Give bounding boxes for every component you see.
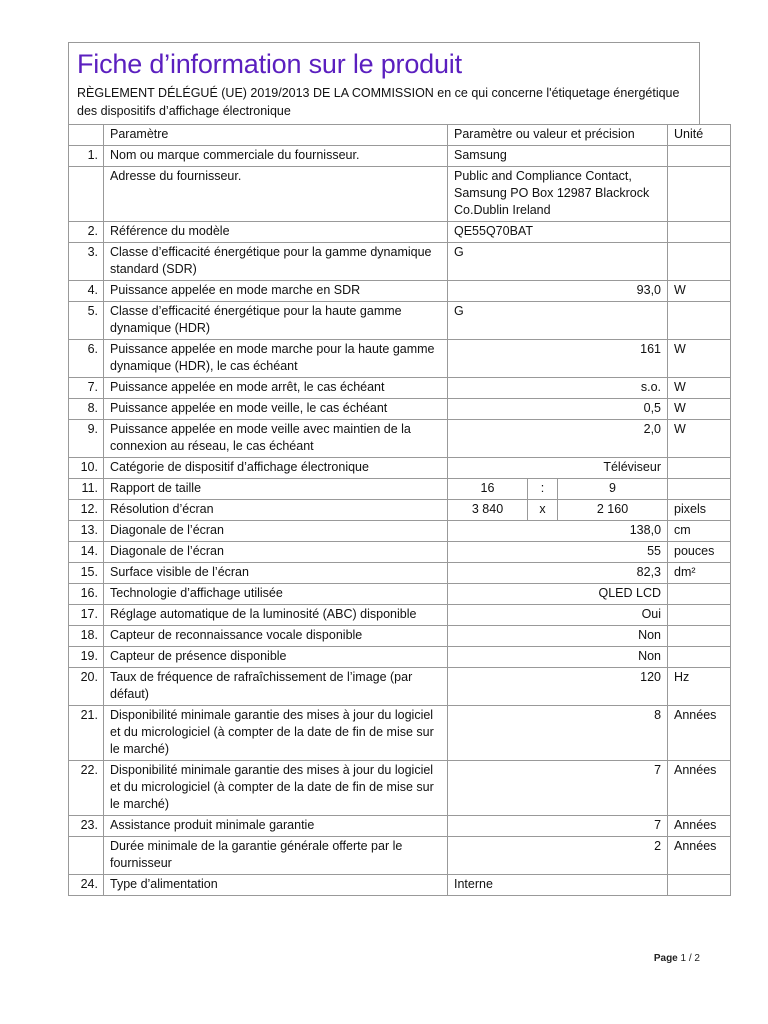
row-unit: Années bbox=[668, 706, 731, 761]
row-parameter: Adresse du fournisseur. bbox=[104, 167, 448, 222]
row-number: 5. bbox=[69, 302, 104, 340]
row-unit: W bbox=[668, 378, 731, 399]
row-number bbox=[69, 837, 104, 875]
parameters-table bbox=[68, 124, 731, 896]
row-number: 18. bbox=[69, 626, 104, 647]
row-parameter: Assistance produit minimale garantie bbox=[104, 816, 448, 837]
row-number: 14. bbox=[69, 542, 104, 563]
table-row bbox=[69, 420, 731, 458]
document-subtitle: RÈGLEMENT DÉLÉGUÉ (UE) 2019/2013 DE LA COMMISSION en ce qui concerne l'étiquetage énergétique des dispositifs d’affichage électronique bbox=[77, 86, 680, 118]
page-label: Page bbox=[653, 953, 678, 964]
row-number: 4. bbox=[69, 281, 104, 302]
row-value: 7 bbox=[448, 816, 668, 837]
row-unit bbox=[668, 584, 731, 605]
header-num-cell bbox=[69, 125, 104, 146]
row-parameter: Diagonale de l’écran bbox=[104, 542, 448, 563]
row-number: 21. bbox=[69, 706, 104, 761]
table-row bbox=[69, 761, 731, 816]
row-unit bbox=[668, 302, 731, 340]
row-parameter: Classe d’efficacité énergétique pour la haute gamme dynamique (HDR) bbox=[104, 302, 448, 340]
row-parameter: Surface visible de l’écran bbox=[104, 563, 448, 584]
row-value: Interne bbox=[448, 875, 668, 896]
ratio-width: 16 bbox=[448, 479, 528, 500]
row-parameter: Puissance appelée en mode veille avec maintien de la connexion au réseau, le cas échéant bbox=[104, 420, 448, 458]
header-param: Paramètre bbox=[104, 125, 448, 146]
table-row bbox=[69, 302, 731, 340]
row-unit bbox=[668, 458, 731, 479]
row-unit bbox=[668, 479, 731, 500]
table-row bbox=[69, 521, 731, 542]
table-row bbox=[69, 875, 731, 896]
row-value: Non bbox=[448, 626, 668, 647]
table-body-b bbox=[69, 521, 731, 896]
table-row bbox=[69, 458, 731, 479]
row-unit: cm bbox=[668, 521, 731, 542]
ratio-separator: : bbox=[528, 479, 558, 500]
row-value: Public and Compliance Contact, Samsung PO Box 12987 Blackrock Co.Dublin Ireland bbox=[448, 167, 668, 222]
page-number: 1 / 2 bbox=[680, 953, 700, 964]
row-value: 0,5 bbox=[448, 399, 668, 420]
row-value: QE55Q70BAT bbox=[448, 222, 668, 243]
resolution-width: 3 840 bbox=[448, 500, 528, 521]
row-number: 8. bbox=[69, 399, 104, 420]
row-parameter: Puissance appelée en mode marche en SDR bbox=[104, 281, 448, 302]
row-number: 12. bbox=[69, 500, 104, 521]
row-number: 22. bbox=[69, 761, 104, 816]
row-unit bbox=[668, 626, 731, 647]
row-parameter: Capteur de reconnaissance vocale disponible bbox=[104, 626, 448, 647]
row-number: 6. bbox=[69, 340, 104, 378]
row-number: 24. bbox=[69, 875, 104, 896]
table-row bbox=[69, 647, 731, 668]
row-unit: Années bbox=[668, 816, 731, 837]
page-footer bbox=[654, 953, 700, 964]
row-number: 7. bbox=[69, 378, 104, 399]
table-row bbox=[69, 563, 731, 584]
row-parameter: Capteur de présence disponible bbox=[104, 647, 448, 668]
product-info-sheet bbox=[68, 42, 717, 896]
header-value: Paramètre ou valeur et précision bbox=[448, 125, 668, 146]
row-number: 10. bbox=[69, 458, 104, 479]
table-row bbox=[69, 668, 731, 706]
row-unit: Années bbox=[668, 761, 731, 816]
row-parameter: Nom ou marque commerciale du fournisseur. bbox=[104, 146, 448, 167]
table-row-ratio bbox=[69, 479, 731, 500]
row-parameter: Durée minimale de la garantie générale offerte par le fournisseur bbox=[104, 837, 448, 875]
table-body-a bbox=[69, 146, 731, 479]
table-row bbox=[69, 340, 731, 378]
document-header bbox=[68, 42, 700, 124]
table-row bbox=[69, 167, 731, 222]
row-number: 15. bbox=[69, 563, 104, 584]
resolution-separator: x bbox=[528, 500, 558, 521]
table-row bbox=[69, 542, 731, 563]
table-row bbox=[69, 281, 731, 302]
row-parameter: Puissance appelée en mode marche pour la haute gamme dynamique (HDR), le cas échéant bbox=[104, 340, 448, 378]
table-row bbox=[69, 243, 731, 281]
table-row bbox=[69, 605, 731, 626]
row-value: 7 bbox=[448, 761, 668, 816]
row-value: 2 bbox=[448, 837, 668, 875]
row-unit: W bbox=[668, 399, 731, 420]
table-row bbox=[69, 837, 731, 875]
table-row bbox=[69, 399, 731, 420]
table-row bbox=[69, 706, 731, 761]
row-number: 20. bbox=[69, 668, 104, 706]
row-number: 9. bbox=[69, 420, 104, 458]
row-value: G bbox=[448, 302, 668, 340]
row-parameter: Classe d’efficacité énergétique pour la gamme dynamique standard (SDR) bbox=[104, 243, 448, 281]
row-unit: W bbox=[668, 281, 731, 302]
row-unit: pouces bbox=[668, 542, 731, 563]
table-row-resolution bbox=[69, 500, 731, 521]
row-value: 93,0 bbox=[448, 281, 668, 302]
row-parameter: Référence du modèle bbox=[104, 222, 448, 243]
row-value: 8 bbox=[448, 706, 668, 761]
row-parameter: Diagonale de l’écran bbox=[104, 521, 448, 542]
row-value: 138,0 bbox=[448, 521, 668, 542]
row-unit bbox=[668, 167, 731, 222]
row-parameter: Technologie d’affichage utilisée bbox=[104, 584, 448, 605]
header-unit: Unité bbox=[668, 125, 731, 146]
row-unit: W bbox=[668, 340, 731, 378]
row-value: 82,3 bbox=[448, 563, 668, 584]
row-number: 13. bbox=[69, 521, 104, 542]
row-value: 2,0 bbox=[448, 420, 668, 458]
table-row bbox=[69, 816, 731, 837]
row-unit bbox=[668, 222, 731, 243]
row-parameter: Type d’alimentation bbox=[104, 875, 448, 896]
row-number: 3. bbox=[69, 243, 104, 281]
row-value: QLED LCD bbox=[448, 584, 668, 605]
row-parameter: Puissance appelée en mode arrêt, le cas échéant bbox=[104, 378, 448, 399]
row-number bbox=[69, 167, 104, 222]
row-value: 120 bbox=[448, 668, 668, 706]
resolution-height: 2 160 bbox=[558, 500, 668, 521]
row-value: Oui bbox=[448, 605, 668, 626]
row-value: Non bbox=[448, 647, 668, 668]
document-title: Fiche d’information sur le produit bbox=[77, 49, 462, 79]
row-number: 16. bbox=[69, 584, 104, 605]
table-header-row bbox=[69, 125, 731, 146]
row-value: s.o. bbox=[448, 378, 668, 399]
table-row bbox=[69, 222, 731, 243]
table-row bbox=[69, 146, 731, 167]
row-value: Samsung bbox=[448, 146, 668, 167]
row-unit bbox=[668, 243, 731, 281]
row-parameter: Taux de fréquence de rafraîchissement de l’image (par défaut) bbox=[104, 668, 448, 706]
table-body-ratio bbox=[69, 479, 731, 521]
ratio-height: 9 bbox=[558, 479, 668, 500]
row-value: 55 bbox=[448, 542, 668, 563]
row-number: 23. bbox=[69, 816, 104, 837]
table-row bbox=[69, 626, 731, 647]
row-unit: W bbox=[668, 420, 731, 458]
row-number: 2. bbox=[69, 222, 104, 243]
row-unit: Années bbox=[668, 837, 731, 875]
table-row bbox=[69, 378, 731, 399]
row-unit bbox=[668, 647, 731, 668]
row-value: Téléviseur bbox=[448, 458, 668, 479]
row-unit: pixels bbox=[668, 500, 731, 521]
row-parameter: Disponibilité minimale garantie des mises à jour du logiciel et du micrologiciel (à compter de la date de fin de mise sur le marché) bbox=[104, 706, 448, 761]
row-unit: dm² bbox=[668, 563, 731, 584]
row-parameter: Disponibilité minimale garantie des mises à jour du logiciel et du micrologiciel (à compter de la date de fin de mise sur le marché) bbox=[104, 761, 448, 816]
row-parameter: Rapport de taille bbox=[104, 479, 448, 500]
row-number: 1. bbox=[69, 146, 104, 167]
row-unit bbox=[668, 875, 731, 896]
row-parameter: Puissance appelée en mode veille, le cas échéant bbox=[104, 399, 448, 420]
row-unit bbox=[668, 146, 731, 167]
row-parameter: Réglage automatique de la luminosité (ABC) disponible bbox=[104, 605, 448, 626]
row-unit: Hz bbox=[668, 668, 731, 706]
row-value: 161 bbox=[448, 340, 668, 378]
row-unit bbox=[668, 605, 731, 626]
row-parameter: Catégorie de dispositif d’affichage électronique bbox=[104, 458, 448, 479]
row-value: G bbox=[448, 243, 668, 281]
row-parameter: Résolution d’écran bbox=[104, 500, 448, 521]
row-number: 17. bbox=[69, 605, 104, 626]
table-row bbox=[69, 584, 731, 605]
row-number: 11. bbox=[69, 479, 104, 500]
row-number: 19. bbox=[69, 647, 104, 668]
